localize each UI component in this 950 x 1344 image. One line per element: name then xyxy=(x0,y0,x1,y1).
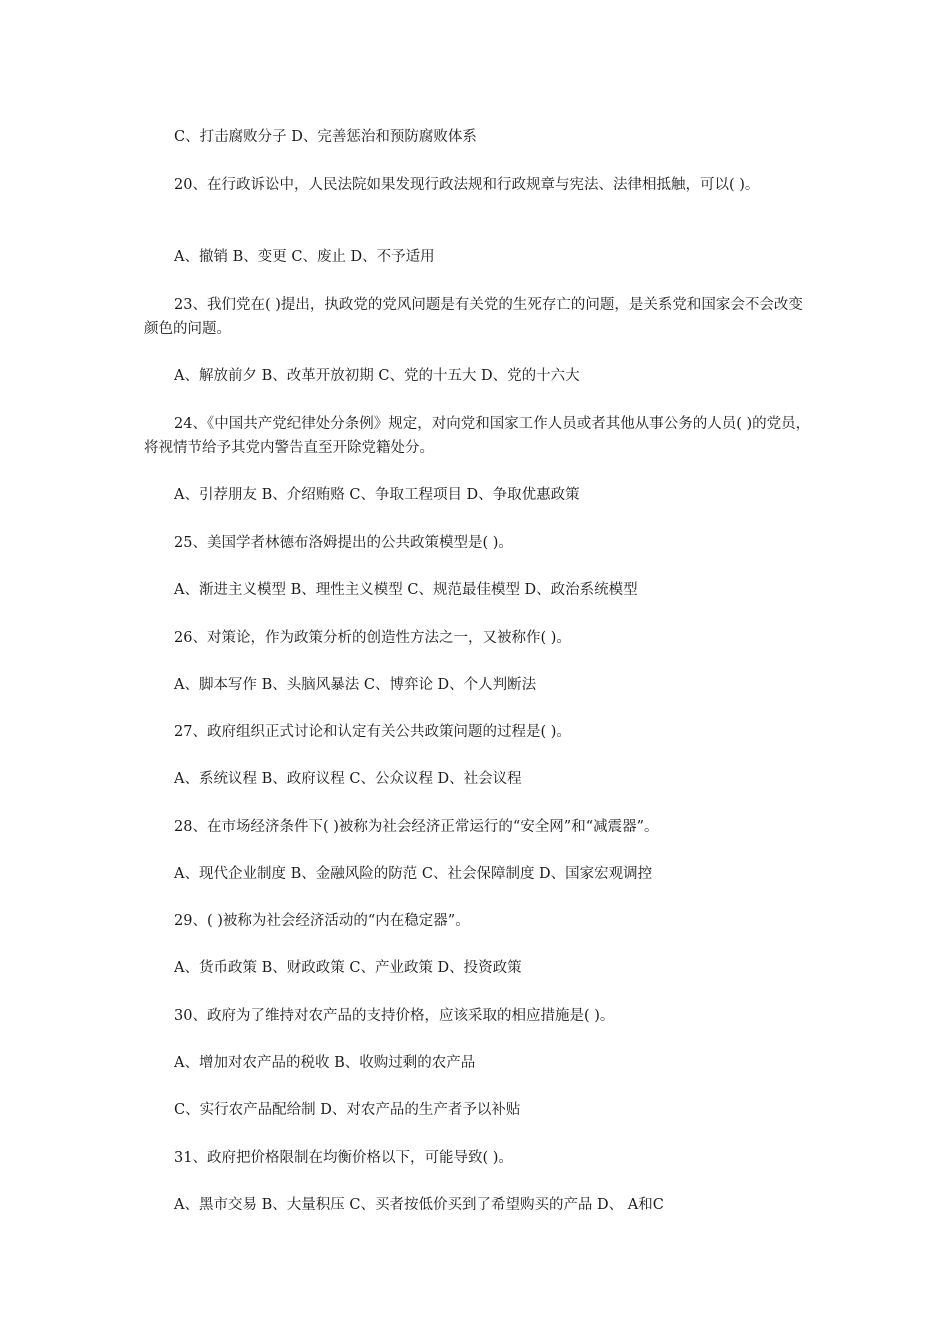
question-29: 29、( )被称为社会经济活动的“内在稳定器”。 xyxy=(174,913,470,929)
options-27: A、系统议程 B、政府议程 C、公众议程 D、社会议程 xyxy=(174,771,522,787)
question-24: 24、《中国共产党纪律处分条例》规定，对向党和国家工作人员或者其他从事公务的人员( )的党员，将视情节给予其党内警告直至开除党籍处分。 xyxy=(144,416,811,456)
options-24: A、引荐朋友 B、介绍贿赂 C、争取工程项目 D、争取优惠政策 xyxy=(174,487,580,503)
question-31: 31、政府把价格限制在均衡价格以下，可能导致( )。 xyxy=(174,1150,513,1166)
options-30-cd: C、实行农产品配给制 D、对农产品的生产者予以补贴 xyxy=(174,1102,521,1118)
options-30-ab: A、增加对农产品的税收 B、收购过剩的农产品 xyxy=(174,1055,476,1071)
options-26: A、脚本写作 B、头脑风暴法 C、博弈论 D、个人判断法 xyxy=(174,677,537,693)
question-20: 20、在行政诉讼中，人民法院如果发现行政法规和行政规章与宪法、法律相抵触，可以( )。 xyxy=(174,177,760,193)
question-25: 25、美国学者林德布洛姆提出的公共政策模型是( )。 xyxy=(174,535,513,551)
options-23: A、解放前夕 B、改革开放初期 C、党的十五大 D、党的十六大 xyxy=(174,368,580,384)
question-27: 27、政府组织正式讨论和认定有关公共政策问题的过程是( )。 xyxy=(174,724,571,740)
question-28: 28、在市场经济条件下( )被称为社会经济正常运行的“安全网”和“减震器”。 xyxy=(174,819,659,835)
options-29: A、货币政策 B、财政政策 C、产业政策 D、投资政策 xyxy=(174,960,522,976)
options-20: A、撤销 B、变更 C、废止 D、不予适用 xyxy=(174,249,435,265)
options-31: A、黑市交易 B、大量积压 C、买者按低价买到了希望购买的产品 D、 A和C xyxy=(174,1197,664,1213)
question-26: 26、对策论，作为政策分析的创造性方法之一，又被称作( )。 xyxy=(174,630,571,646)
options-28: A、现代企业制度 B、金融风险的防范 C、社会保障制度 D、国家宏观调控 xyxy=(174,866,653,882)
question-30: 30、政府为了维持对农产品的支持价格，应该采取的相应措施是( )。 xyxy=(174,1008,615,1024)
option-line-19: C、打击腐败分子 D、完善惩治和预防腐败体系 xyxy=(174,129,477,145)
question-23: 23、我们党在( )提出，执政党的党风问题是有关党的生死存亡的问题，是关系党和国家会不会改变颜色的问题。 xyxy=(144,297,803,337)
options-25: A、渐进主义模型 B、理性主义模型 C、规范最佳模型 D、政治系统模型 xyxy=(174,582,638,598)
